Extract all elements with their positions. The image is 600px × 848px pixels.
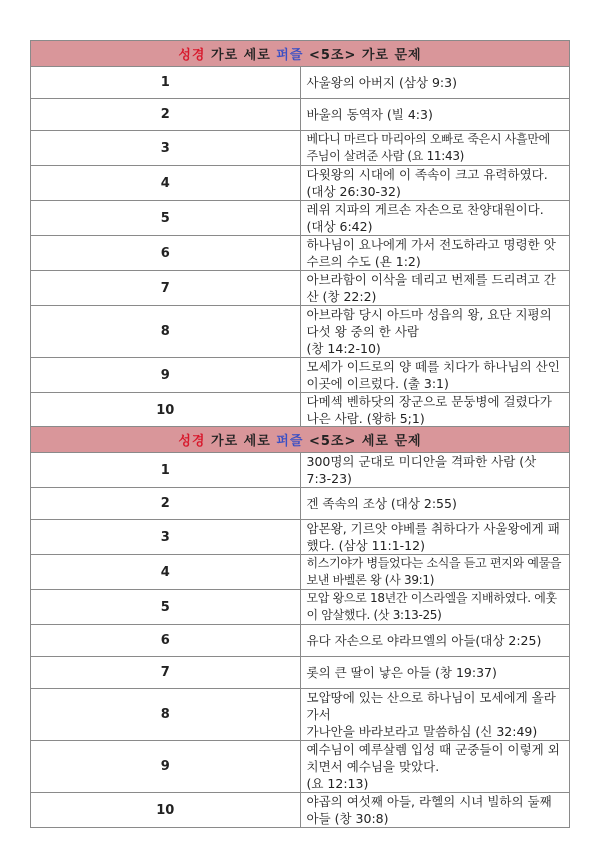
- question-number: 2: [31, 488, 301, 520]
- question-number: 8: [31, 306, 301, 358]
- title-bible: 성경: [178, 434, 206, 449]
- down-row: [31, 793, 570, 828]
- question-text: 다윗왕의 시대에 이 족속이 크고 유력하였다. (대상 26:30-32): [300, 166, 570, 201]
- across-questions-table: [30, 40, 570, 428]
- title-puzzle: 퍼즐: [276, 48, 304, 63]
- question-text: 바울의 동역자 (빌 4:3): [300, 99, 570, 131]
- title-mid: 가로 세로: [205, 48, 277, 63]
- across-row: [31, 131, 570, 166]
- question-number: 8: [31, 689, 301, 741]
- across-table-title: [31, 41, 570, 67]
- question-text: 300명의 군대로 미디안을 격파한 사람 (삿 7:3-23): [300, 453, 570, 488]
- question-text: 다메섹 벤하닷의 장군으로 문둥병에 걸렸다가 나은 사람. (왕하 5;1): [300, 393, 570, 428]
- down-row: [31, 488, 570, 520]
- title-end: <5조> 세로 문제: [303, 434, 422, 449]
- question-number: 5: [31, 590, 301, 625]
- across-row: [31, 99, 570, 131]
- down-row: [31, 741, 570, 793]
- question-line-1: 아브라함 당시 아드마 성읍의 왕, 요단 지평의 다섯 왕 중의 한 사람: [306, 307, 552, 339]
- question-number: 10: [31, 793, 301, 828]
- title-mid: 가로 세로: [205, 434, 277, 449]
- question-text: 겐 족속의 조상 (대상 2:55): [300, 488, 570, 520]
- across-row: [31, 236, 570, 271]
- question-text: 모세가 이드로의 양 떼를 치다가 하나님의 산인 이곳에 이르렀다. (출 3:1): [300, 358, 570, 393]
- question-text: 베다니 마르다 마리아의 오빠로 죽은시 사흘만에 주님이 살려준 사람 (요 11:43): [300, 131, 570, 166]
- question-text: 레위 지파의 게르손 자손으로 찬양대원이다. (대상 6:42): [300, 201, 570, 236]
- question-text: 야곱의 여섯째 아들, 라헬의 시녀 빌하의 둘째 아들 (창 30:8): [300, 793, 570, 828]
- question-text: [300, 306, 570, 358]
- down-table-title: [31, 427, 570, 453]
- title-end: <5조> 가로 문제: [303, 48, 422, 63]
- down-questions-table: [30, 426, 570, 828]
- down-row: [31, 689, 570, 741]
- across-row: [31, 271, 570, 306]
- question-number: 3: [31, 520, 301, 555]
- down-row: [31, 590, 570, 625]
- question-line-1: 모압땅에 있는 산으로 하나님이 모세에게 올라가서: [306, 690, 556, 722]
- question-number: 7: [31, 657, 301, 689]
- question-number: 1: [31, 67, 301, 99]
- question-number: 7: [31, 271, 301, 306]
- question-number: 4: [31, 555, 301, 590]
- title-bible: 성경: [178, 48, 206, 63]
- across-row: [31, 166, 570, 201]
- question-number: 6: [31, 625, 301, 657]
- question-text: 유다 자손으로 야라므엘의 아들(대상 2:25): [300, 625, 570, 657]
- question-line-2: (요 12:13): [306, 776, 369, 791]
- down-row: [31, 453, 570, 488]
- question-text: 히스기야가 병들었다는 소식을 듣고 편지와 예물을 보낸 바벨론 왕 (사 39:1): [300, 555, 570, 590]
- title-puzzle: 퍼즐: [276, 434, 304, 449]
- question-line-1: 예수님이 예루살렘 입성 때 군중들이 이렇게 외치면서 예수님을 맞았다.: [306, 742, 560, 774]
- down-row: [31, 657, 570, 689]
- question-number: 9: [31, 358, 301, 393]
- question-text: 아브라함이 이삭을 데리고 번제를 드리려고 간 산 (창 22:2): [300, 271, 570, 306]
- question-number: 9: [31, 741, 301, 793]
- question-text: 롯의 큰 딸이 낳은 아들 (창 19:37): [300, 657, 570, 689]
- question-line-2: (창 14:2-10): [306, 341, 381, 356]
- question-number: 4: [31, 166, 301, 201]
- across-row: [31, 393, 570, 428]
- question-number: 2: [31, 99, 301, 131]
- question-number: 3: [31, 131, 301, 166]
- across-row: [31, 306, 570, 358]
- question-number: 1: [31, 453, 301, 488]
- down-row: [31, 625, 570, 657]
- across-row: [31, 358, 570, 393]
- question-text: 하나님이 요나에게 가서 전도하라고 명령한 앗수르의 수도 (욘 1:2): [300, 236, 570, 271]
- question-text: 사울왕의 아버지 (삼상 9:3): [300, 67, 570, 99]
- down-row: [31, 520, 570, 555]
- across-row: [31, 67, 570, 99]
- question-line-2: 가나안을 바라보라고 말씀하심 (신 32:49): [306, 724, 538, 739]
- question-text: 모압 왕으로 18년간 이스라엘을 지배하였다. 에훗이 암살했다. (삿 3:13-25): [300, 590, 570, 625]
- question-number: 10: [31, 393, 301, 428]
- question-number: 6: [31, 236, 301, 271]
- across-row: [31, 201, 570, 236]
- down-row: [31, 555, 570, 590]
- question-text: 암몬왕, 기르앗 야베를 취하다가 사울왕에게 패했다. (삼상 11:1-12): [300, 520, 570, 555]
- question-text: [300, 741, 570, 793]
- question-text: [300, 689, 570, 741]
- question-number: 5: [31, 201, 301, 236]
